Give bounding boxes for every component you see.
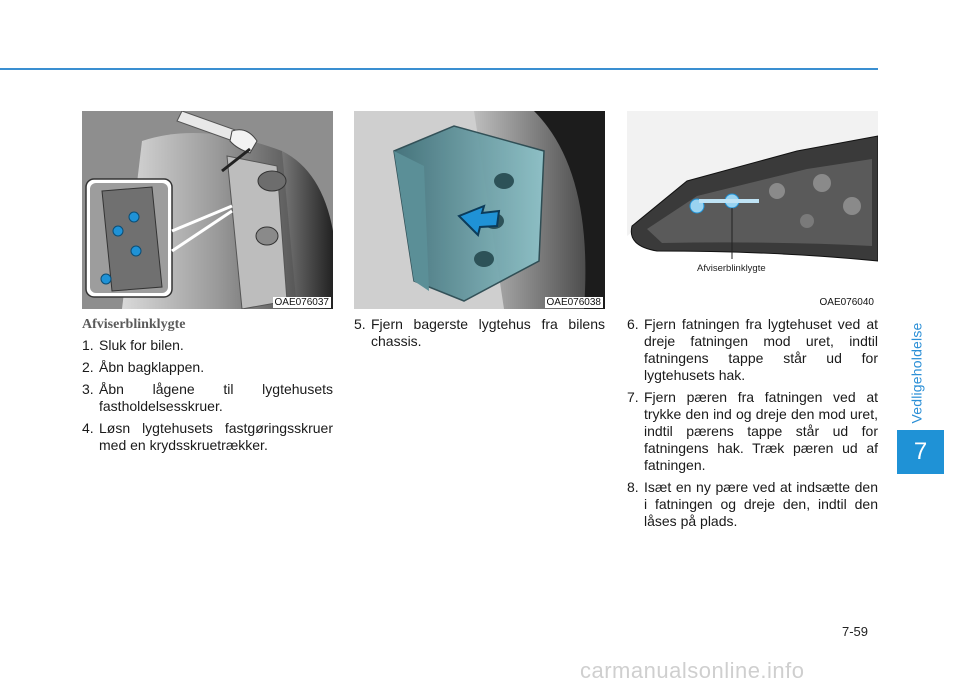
step-text: Sluk for bilen. [99, 337, 184, 353]
step-number: 5. [354, 316, 366, 332]
page-number: 7-59 [842, 624, 869, 639]
step-number: 3. [82, 381, 94, 397]
step-item [627, 389, 878, 474]
step-text: Åbn lågene til lygtehusets fastholdelsesskruer. [99, 381, 333, 414]
step-item [82, 359, 333, 376]
step-text: Fjern bagerste lygtehus fra bilens chassis. [371, 316, 605, 349]
illustration-lamp-housing [354, 111, 605, 309]
illustration-bulb-sockets [627, 111, 878, 309]
step-item [82, 420, 333, 454]
step-item [354, 316, 605, 350]
step-number: 4. [82, 420, 94, 436]
step-number: 8. [627, 479, 639, 495]
step-text: Isæt en ny pære ved at indsætte den i fatningen og dreje den, indtil den låses på plads. [644, 479, 878, 529]
figure-code: OAE076040 [819, 297, 874, 308]
callout-label: Afviserblinklygte [697, 263, 766, 274]
figure-remove-lamp-housing [354, 111, 605, 309]
step-text: Løsn lygtehusets fastgøringsskruer med en krydsskruetrækker. [99, 420, 333, 453]
column-1 [82, 316, 333, 459]
step-item [82, 381, 333, 415]
step-text: Fjern pæren fra fatningen ved at trykke den ind og dreje den mod uret, indtil pærens tappe står ud for fatningens hak. Træk pæren ud af fatningen. [644, 389, 878, 473]
side-label-text: Vedligeholdelse [909, 322, 925, 424]
figure-code: OAE076037 [274, 297, 329, 308]
step-number: 2. [82, 359, 94, 375]
column-2 [354, 316, 605, 355]
illustration-tailgate-screws [82, 111, 333, 309]
step-number: 1. [82, 337, 94, 353]
chapter-tab: 7 [897, 430, 944, 474]
step-item [82, 337, 333, 354]
step-text: Fjern fatningen fra lygtehuset ved at dreje fatningen mod uret, indtil fatningens tappe står ud for lygtehusets hak. [644, 316, 878, 383]
step-text: Åbn bagklappen. [99, 359, 205, 375]
watermark: carmanualsonline.info [580, 658, 805, 683]
step-item [627, 316, 878, 384]
figure-code: OAE076038 [546, 297, 601, 308]
step-item [627, 479, 878, 530]
figure-unscrew-lamp [82, 111, 333, 309]
section-heading: Afviserblinklygte [82, 317, 186, 332]
column-3 [627, 316, 878, 535]
step-number: 6. [627, 316, 639, 332]
figure-bulb-socket [627, 111, 878, 309]
step-number: 7. [627, 389, 639, 405]
header-rule [0, 68, 878, 70]
section-side-label [905, 318, 929, 428]
